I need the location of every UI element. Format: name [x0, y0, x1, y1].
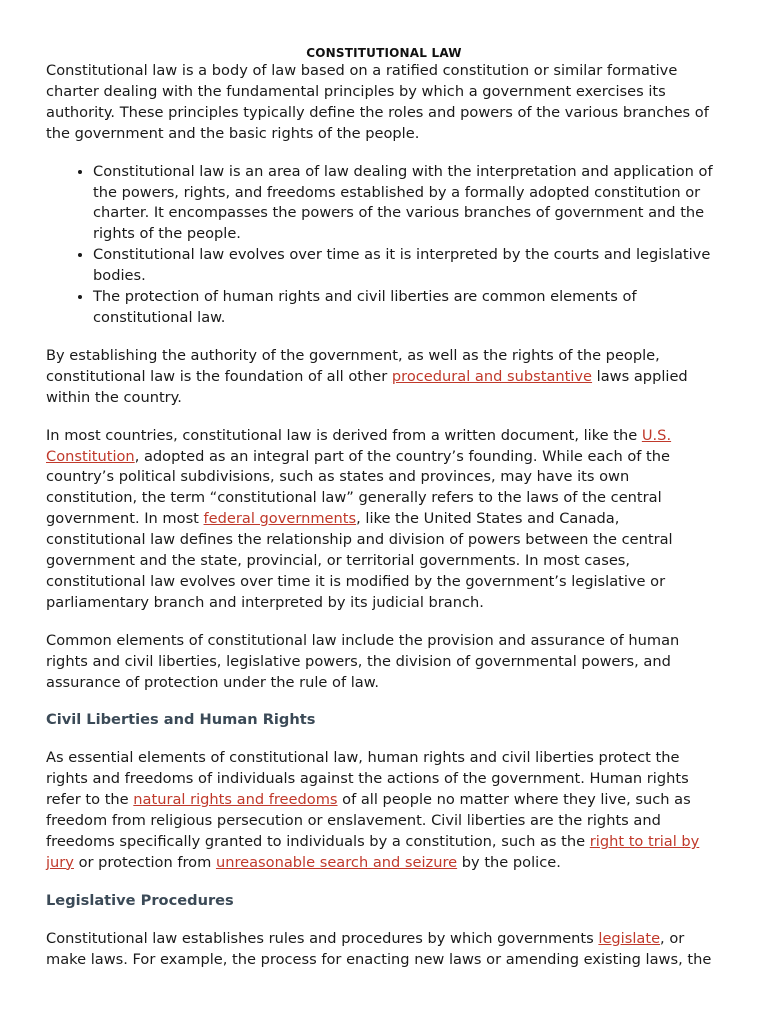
- text-span: , like the United States and Canada, constitutional law defines the relationship and division of powers between the central government and the state, provincial, or territorial governments. In most cases, constitutional law evolves over time it is modified by the government’s legislative or parliamentary branch and interpreted by its judicial branch.: [46, 510, 673, 611]
- legislative-paragraph: [46, 929, 722, 971]
- text-span: , or make laws. For example, the process for enacting new laws or amending existing laws, the: [46, 929, 712, 968]
- us-constitution-link[interactable]: U.S. Constitution: [46, 426, 672, 465]
- list-item: • Constitutional law is an area of law dealing with the interpretation and application of the powers, rights, and freedoms established by a formally adopted constitution or charter. It encompasses the powers of the various branches of government and the rights of the people.: [93, 162, 722, 246]
- federal-governments-link[interactable]: federal governments: [203, 510, 357, 528]
- natural-rights-link[interactable]: natural rights and freedoms: [133, 791, 338, 809]
- procedural-substantive-link[interactable]: procedural and substantive: [391, 367, 593, 385]
- document-title: CONSTITUTIONAL LAW: [306, 46, 462, 60]
- text-span: By establishing the authority of the government, as well as the rights of the people, constitutional law is the foundation of all other: [46, 346, 660, 385]
- text-span: or protection from: [73, 853, 216, 871]
- text-span: of all people no matter where they live, such as freedom from religious persecution or enslavement. Civil liberties are the rights and freedoms specifically granted to individuals by a constitution, such as the: [46, 791, 691, 850]
- key-points-list: [46, 162, 722, 329]
- common-elements-paragraph: Common elements of constitutional law include the provision and assurance of human rights and civil liberties, legislative powers, the division of governmental powers, and assurance of protection under the rule of law.: [46, 631, 680, 691]
- text-span: by the police.: [457, 853, 561, 871]
- list-item: • The protection of human rights and civil liberties are common elements of constitutional law.: [93, 287, 722, 329]
- foundation-paragraph: [46, 346, 722, 409]
- text-span: As essential elements of constitutional law, human rights and civil liberties protect the rights and freedoms of individuals against the actions of the government. Human rights refer to the: [46, 749, 689, 809]
- list-item: • Constitutional law evolves over time as it is interpreted by the courts and legislative bodies.: [93, 245, 722, 287]
- written-document-paragraph: [46, 426, 722, 614]
- intro-paragraph: Constitutional law is a body of law based on a ratified constitution or similar formative charter dealing with the fundamental principles by which a government exercises its authority. These principles typically define the roles and powers of the various branches of the government and the basic rights of the people.: [46, 62, 709, 142]
- text-span: Constitutional law establishes rules and procedures by which governments: [46, 929, 599, 947]
- text-span: , adopted as an integral part of the country’s founding. While each of the country’s political subdivisions, such as states and provinces, may have its own constitution, the term “constitutional law” generally refers to the laws of the central government. In most: [46, 447, 671, 528]
- trial-by-jury-link[interactable]: right to trial by jury: [46, 833, 700, 871]
- civil-liberties-paragraph: [46, 748, 722, 873]
- text-span: In most countries, constitutional law is derived from a written document, like the: [46, 426, 642, 444]
- text-span: laws applied within the country.: [46, 367, 688, 406]
- section-heading-legislative: Legislative Procedures: [46, 891, 234, 909]
- search-and-seizure-link[interactable]: unreasonable search and seizure: [215, 853, 458, 871]
- legislate-link[interactable]: legislate: [598, 929, 661, 947]
- section-heading-civil-liberties: Civil Liberties and Human Rights: [46, 711, 316, 729]
